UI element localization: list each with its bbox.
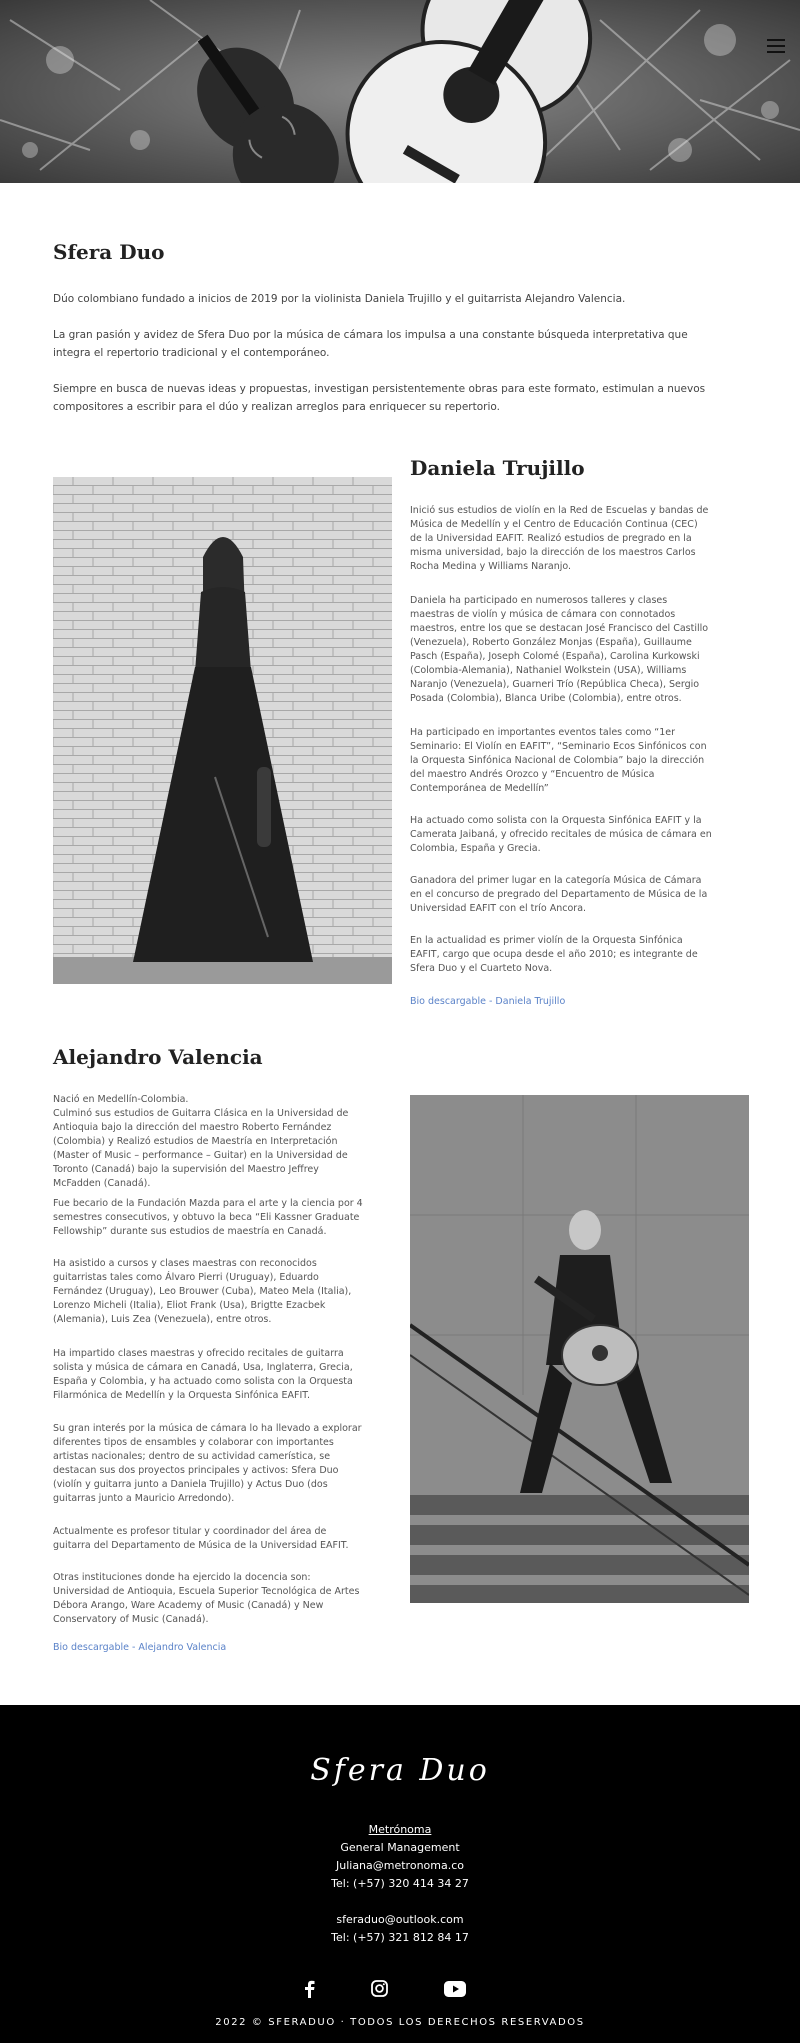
alejandro-paragraph: Nació en Medellín-Colombia. Culminó sus estudios de Guitarra Clásica en la Universidad de Antioquia bajo la dirección del maestro Roberto Fernández (Colombia) y Realizó estudios de Maestría en Interpretación (Master of Music – performance – Guitar) en la Universidad de Toronto (Canadá) bajo la supervisión del Maestro Jeffrey McFadden (Canadá). (53, 1094, 349, 1189)
agency-role: General Management (340, 1841, 460, 1854)
intro-paragraph: Siempre en busca de nuevas ideas y propuestas, investigan persistentemente obras para este formato, estimulan a nuevos compositores a escribir para el dúo y realizan arreglos para enriquecer su repertorio. (53, 383, 706, 413)
alejandro-paragraph: Ha impartido clases maestras y ofrecido recitales de guitarra solista y música de cámara en Canadá, Usa, Inglaterra, Grecia, España y Colombia, y ha actuado como solista con la Orquesta Filarmónica de Medellín y la Orquesta Sinfónica EAFIT. (53, 1348, 353, 1401)
hero-instruments-image (0, 0, 800, 183)
alejandro-paragraph: Su gran interés por la música de cámara lo ha llevado a explorar diferentes tipos de ensambles y colaborar con importantes artistas nacionales; dentro de su actividad camerística, se destacan sus dos proyectos principales y activos: Sfera Duo (violín y guitarra junto a Daniela Trujillo) y Actus Duo (dos guitarras junto a Mauricio Arredondo). (53, 1423, 362, 1504)
copyright-text: 2022 © SFERADUO · TODOS LOS DERECHOS RESERVADOS (215, 2017, 585, 2028)
signature-logo: Sfera Duo (310, 1753, 490, 1788)
instagram-icon[interactable] (371, 1980, 388, 2001)
intro-paragraph: La gran pasión y avidez de Sfera Duo por la música de cámara los impulsa a una constante búsqueda interpretativa que integra el repertorio tradicional y el contemporáneo. (53, 329, 688, 359)
intro-paragraph: Dúo colombiano fundado a inicios de 2019 por la violinista Daniela Trujillo y el guitarrista Alejandro Valencia. (53, 293, 626, 305)
facebook-icon[interactable] (302, 1980, 316, 2002)
duo-email[interactable]: sferaduo@outlook.com (336, 1913, 464, 1926)
alejandro-valencia-photo (410, 1095, 749, 1603)
daniela-paragraph: Daniela ha participado en numerosos talleres y clases maestras de violín y música de cámara con connotados maestros, entre los que se destacan José Francisco del Castillo (Venezuela), Roberto González Monjas (España), Guillaume Pasch (España), Joseph Colomé (España), Carolina Kurkowski (Colombia-Alemania), Nathaniel Wolkstein (USA), Williams Naranjo (Venezuela), Guarneri Trío (República Checa), Sergio Posada (Colombia), Blanca Uribe (Colombia), entre otros. (410, 595, 709, 704)
daniela-paragraph: Ganadora del primer lugar en la categoría Música de Cámara en el concurso de pregrado del Departamento de Música de la Universidad EAFIT con el trío Ancora. (410, 875, 708, 914)
alejandro-paragraph: Otras instituciones donde ha ejercido la docencia son: Universidad de Antioquia, Escuela Superior Tecnológica de Artes Débora Arango, Ware Academy of Music (Canadá) y New Conservatory of Music (Canadá). (53, 1572, 360, 1625)
alejandro-paragraph: Fue becario de la Fundación Mazda para el arte y la ciencia por 4 semestres consecutivos, y obtuvo la beca “Eli Kassner Graduate Fellowship” durante sus estudios de maestría en Canadá. (53, 1198, 363, 1237)
daniela-name-heading: Daniela Trujillo (410, 456, 585, 480)
duo-phone: Tel: (+57) 321 812 84 17 (331, 1931, 469, 1944)
agency-email[interactable]: Juliana@metronoma.co (335, 1859, 465, 1872)
hero-banner (0, 0, 800, 183)
page-title: Sfera Duo (53, 240, 165, 264)
alejandro-name-heading: Alejandro Valencia (53, 1045, 263, 1069)
hamburger-menu-icon[interactable] (764, 34, 788, 58)
agency-phone: Tel: (+57) 320 414 34 27 (331, 1877, 469, 1890)
daniela-paragraph: En la actualidad es primer violín de la Orquesta Sinfónica EAFIT, cargo que ocupa desde el año 2010; es integrante de Sfera Duo y el Cuarteto Nova. (410, 935, 698, 974)
alejandro-paragraph: Ha asistido a cursos y clases maestras con reconocidos guitarristas tales como Álvaro Pierri (Uruguay), Eduardo Fernández (Uruguay), Leo Brouwer (Cuba), Mateo Mela (Italia), Lorenzo Micheli (Italia), Eliot Frank (Usa), Brigtte Ezacbek (Alemania), Luis Zea (Venezuela), entre otros. (53, 1258, 352, 1325)
daniela-trujillo-photo (53, 477, 392, 984)
daniela-paragraph: Inició sus estudios de violín en la Red de Escuelas y bandas de Música de Medellín y el Centro de Educación Continua (CEC) de la Universidad EAFIT. Realizó estudios de pregrado en la misma universidad, bajo la dirección de los maestros Carlos Rocha Medina y Williams Naranjo. (410, 505, 709, 572)
agency-link[interactable]: Metrónoma (368, 1823, 432, 1836)
alejandro-paragraph: Actualmente es profesor titular y coordinador del área de guitarra del Departamento de Música de la Universidad EAFIT. (53, 1526, 349, 1551)
daniela-paragraph: Ha participado en importantes eventos tales como “1er Seminario: El Violín en EAFIT”, “Seminario Ecos Sinfónicos con la Orquesta Sinfónica Nacional de Colombia” bajo la dirección del maestro Andrés Orozco y “Encuentro de Música Contemporánea de Medellín” (410, 727, 707, 794)
daniela-bio-download-link[interactable]: Bio descargable - Daniela Trujillo (410, 996, 566, 1007)
site-footer (0, 1705, 800, 2043)
youtube-icon[interactable] (444, 1981, 466, 2001)
daniela-paragraph: Ha actuado como solista con la Orquesta Sinfónica EAFIT y la Camerata Jaibaná, y ofrecido recitales de música de cámara en Colombia, España y Grecia. (410, 815, 712, 854)
alejandro-bio-download-link[interactable]: Bio descargable - Alejandro Valencia (53, 1642, 227, 1653)
